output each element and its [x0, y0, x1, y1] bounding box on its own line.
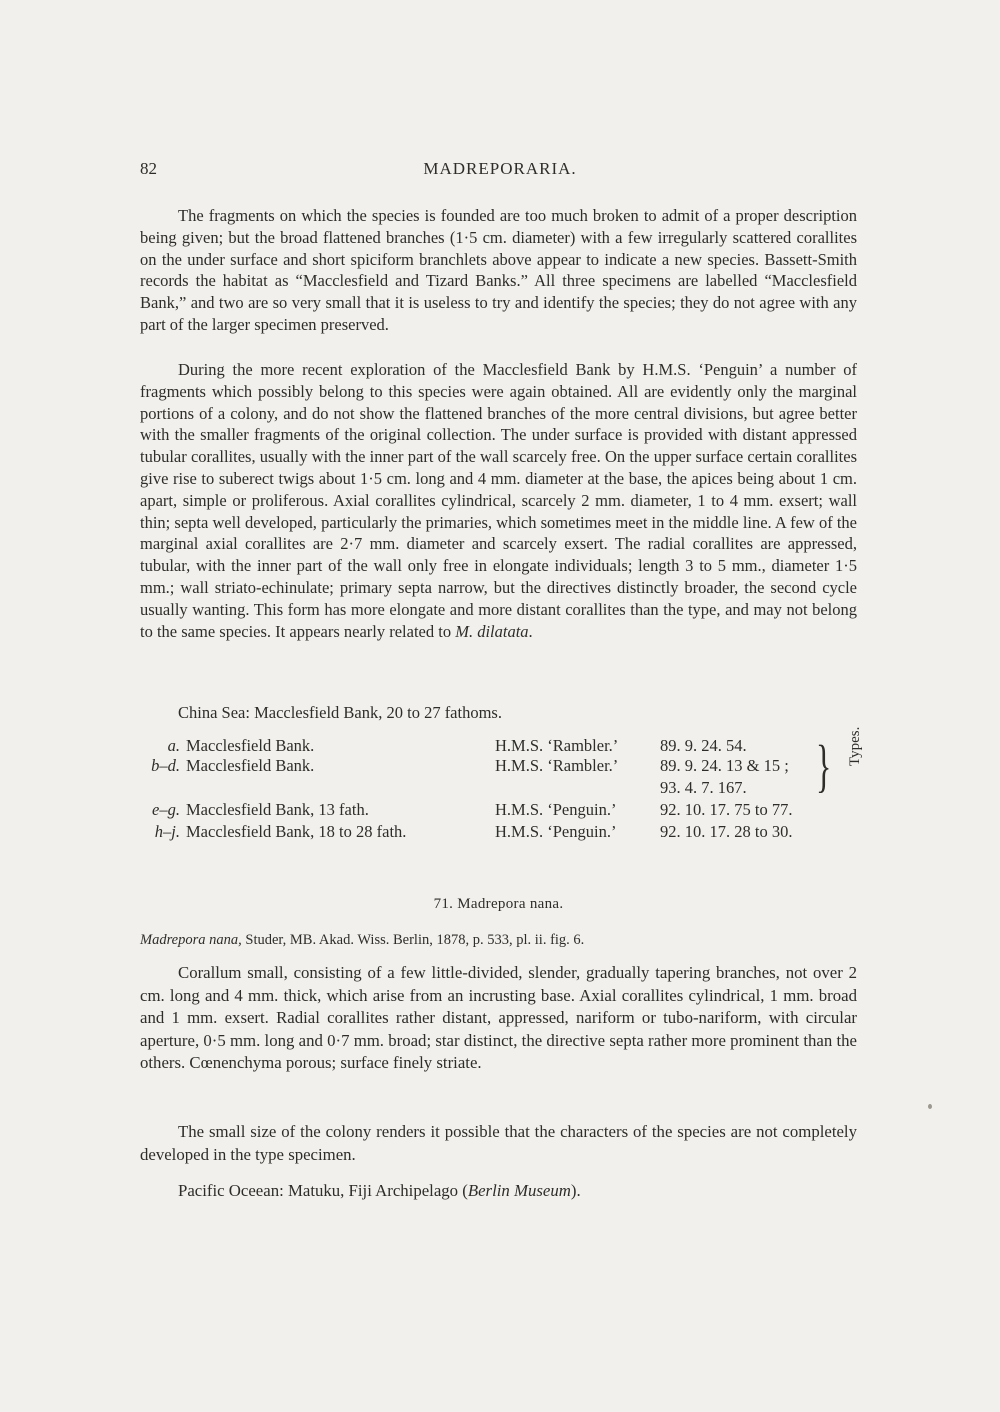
specimen-locality: Macclesfield Bank.	[186, 756, 315, 775]
specimen-register: 92. 10. 17. 75 to 77.	[660, 800, 793, 819]
specimen-id: h–j.	[154, 822, 180, 841]
specimen-id: a.	[167, 736, 180, 755]
brace-glyph: }	[816, 733, 832, 798]
specimen-row	[140, 778, 860, 800]
specimen-ship: H.M.S. ‘Rambler.’	[495, 756, 619, 775]
citation-reference: Studer, MB. Akad. Wiss. Berlin, 1878, p. 533, pl. ii. fig. 6.	[245, 932, 585, 948]
specimen-locality: Macclesfield Bank, 18 to 28 fath.	[186, 822, 407, 841]
specimen-register: 93. 4. 7. 167.	[660, 778, 747, 797]
types-brace	[816, 733, 844, 798]
locality-end: ).	[570, 1181, 581, 1200]
locality-text: Pacific Oceean: Matuku, Fiji Archipelago (	[178, 1181, 468, 1200]
specimen-row	[140, 756, 860, 778]
paragraph-nana-description	[140, 962, 857, 1075]
synonymy-citation	[140, 932, 584, 949]
species-name: M. dilatata	[455, 621, 529, 641]
specimen-register: 92. 10. 17. 28 to 30.	[660, 822, 793, 841]
specimen-register: 89. 9. 24. 54.	[660, 736, 747, 755]
specimen-row	[140, 736, 860, 758]
paragraph-fragments-description	[140, 205, 857, 336]
nana-locality-line	[178, 1181, 581, 1201]
specimen-row	[140, 800, 860, 822]
paragraph-nana-note	[140, 1121, 857, 1166]
specimen-ship: H.M.S. ‘Penguin.’	[495, 822, 617, 841]
paragraph-text: During the more recent exploration of the Macclesfield Bank by H.M.S. ‘Penguin’ a number of fragments which possibly belong to this species were again obtained. All are evidently only the marginal portions of a colony, and do not show the flattened branches of the more central divisions, but agree better with the smaller fragments of the original collection. The under surface is provided with distant appressed tubular corallites, usually with the inner part of the wall scarcely free. On the upper surface certain corallites give rise to suberect twigs about 1·5 cm. long and 4 mm. diameter at the base, the apices being about 1 cm. apart, simple or proliferous. Axial corallites cylindrical, scarcely 2 mm. diameter, 1 to 4 mm. exsert; wall thin; septa well developed, particularly the primaries, which sometimes meet in the middle line. A few of the marginal axial corallites are 2·7 mm. diameter and scarcely exsert. The radial corallites are appressed, tubular, with the inner part of the wall only free in elongate individuals; length 3 to 5 mm., diameter 1·5 mm.; wall striato-echinulate; primary septa narrow, but the directives distinctly broader, the second cycle usually wanting. This form has more elongate and more distant corallites than the type, and may not belong to the same species. It appears nearly related to	[140, 360, 857, 641]
species-heading: 71. Madrepora nana.	[433, 896, 564, 912]
specimen-id: e–g.	[152, 800, 180, 819]
page-number: 82	[140, 159, 157, 178]
specimen-locality: Macclesfield Bank.	[186, 736, 315, 755]
locality-line: China Sea: Macclesfield Bank, 20 to 27 fathoms.	[178, 703, 502, 722]
paragraph-penguin-exploration	[140, 359, 857, 642]
paragraph-text: Corallum small, consisting of a few little-divided, slender, gradually tapering branches, not over 2 cm. long and 4 mm. thick, which arise from an incrusting base. Axial corallites cylindrical, 1 mm. broad and 1 mm. exsert. Radial corallites rather distant, appressed, nariform or tubo-nariform, with circular aperture, 0·5 mm. long and 0·7 mm. broad; star distinct, the directive septa rather more prominent than the others. Cœnenchyma porous; surface finely striate.	[140, 963, 857, 1072]
specimen-id: b–d.	[151, 756, 180, 775]
types-label: Types.	[847, 726, 863, 766]
specimen-row	[140, 822, 860, 844]
page-header	[140, 159, 860, 185]
page-blemish	[928, 1104, 932, 1109]
specimen-ship: H.M.S. ‘Penguin.’	[495, 800, 617, 819]
specimen-ship: H.M.S. ‘Rambler.’	[495, 736, 619, 755]
specimen-locality: Macclesfield Bank, 13 fath.	[186, 800, 369, 819]
specimen-list	[140, 726, 863, 848]
running-head: MADREPORARIA.	[423, 159, 577, 178]
citation-species: Madrepora nana,	[140, 932, 242, 948]
specimen-register: 89. 9. 24. 13 & 15 ;	[660, 756, 789, 775]
museum-name: Berlin Museum	[467, 1181, 571, 1200]
paragraph-text: The fragments on which the species is founded are too much broken to admit of a proper description being given; but the broad flattened branches (1·5 cm. diameter) with a few irregularly scattered corallites on the under surface and short spiciform branchlets above appear to indicate a new species. Bassett-Smith records the habitat as “Macclesfield and Tizard Banks.” All three specimens are labelled “Macclesfield Bank,” and two are so very small that it is useless to try and identify the species; they do not agree with any part of the larger specimen preserved.	[140, 206, 857, 334]
paragraph-text: The small size of the colony renders it possible that the characters of the species are not completely developed in the type specimen.	[140, 1122, 857, 1164]
paragraph-end: .	[528, 621, 533, 641]
